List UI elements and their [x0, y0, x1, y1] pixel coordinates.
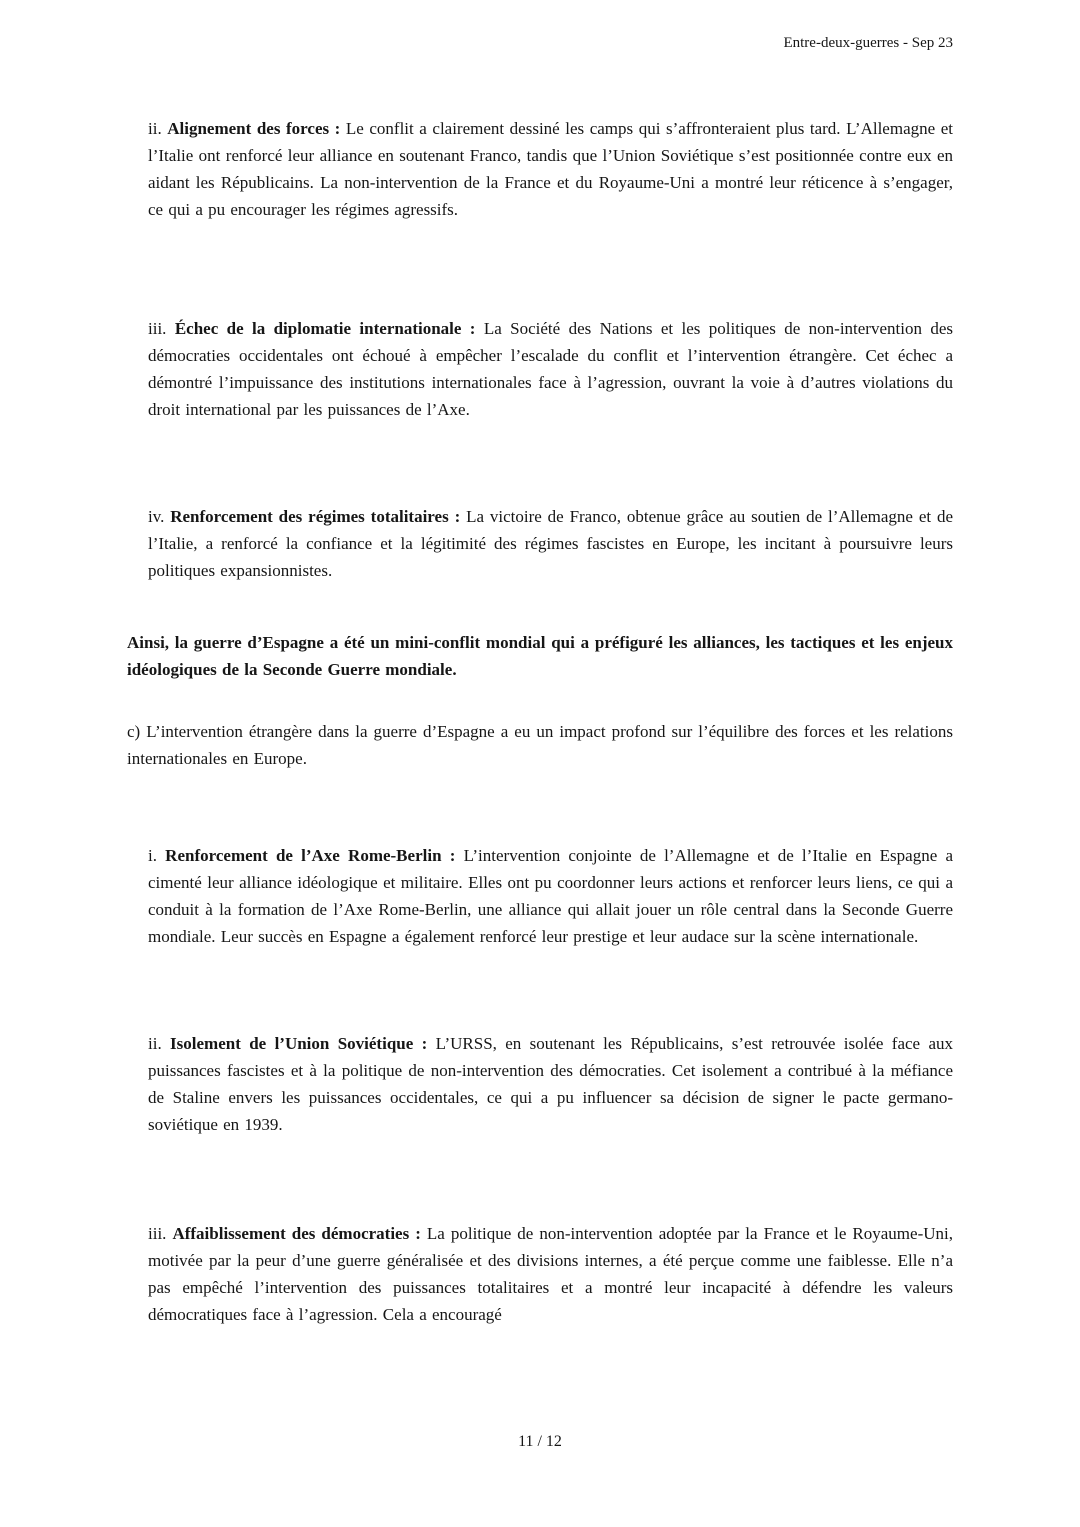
document-body — [127, 115, 953, 1328]
paragraph-text: iii. — [148, 319, 175, 338]
paragraph — [127, 115, 953, 223]
paragraph — [127, 1220, 953, 1328]
paragraph — [127, 503, 953, 584]
paragraph-text: Le conflit a clairement dessiné les camps qui s’affronteraient plus tard. L’Allemagne et l’Italie ont renforcé leur alliance en soutenant Franco, tandis que l’Union Soviétique s’est positionnée contre eux en aidant les Républicains. La non-intervention de la France et du Royaume-Uni a montré leur réticence à s’engager, ce qui a pu encourager les régimes agressifs. — [148, 119, 953, 219]
paragraph-text: i. — [148, 846, 166, 865]
paragraph-lead-bold: Renforcement de l’Axe Rome-Berlin : — [165, 846, 456, 865]
paragraph-text: iv. — [148, 507, 171, 526]
paragraph — [127, 842, 953, 950]
paragraph — [127, 718, 953, 772]
paragraph — [127, 1030, 953, 1138]
paragraph-lead-bold: Ainsi, la guerre d’Espagne a été un mini-conflit mondial qui a préfiguré les alliances, les tactiques et les enjeux idéologiques de la Seconde Guerre mondiale. — [127, 633, 953, 679]
paragraph-text: iii. — [148, 1224, 173, 1243]
paragraph-lead-bold: Renforcement des régimes totalitaires : — [170, 507, 461, 526]
running-header: Entre-deux-guerres - Sep 23 — [783, 35, 953, 51]
paragraph — [127, 629, 953, 683]
paragraph-lead-bold: Alignement des forces : — [167, 119, 341, 138]
paragraph-lead-bold: Isolement de l’Union Soviétique : — [170, 1034, 428, 1053]
page-number: 11 / 12 — [518, 1433, 562, 1450]
paragraph-lead-bold: Échec de la diplomatie internationale : — [174, 319, 476, 338]
paragraph — [127, 315, 953, 423]
paragraph-text: ii. — [148, 119, 168, 138]
paragraph-text: ii. — [148, 1034, 171, 1053]
paragraph-lead-bold: Affaiblissement des démocraties : — [172, 1224, 421, 1243]
paragraph-text: c) L’intervention étrangère dans la guerre d’Espagne a eu un impact profond sur l’équilibre des forces et les relations internationales en Europe. — [127, 722, 953, 768]
paragraph-text: L’intervention conjointe de l’Allemagne et de l’Italie en Espagne a cimenté leur alliance idéologique et militaire. Elles ont pu coordonner leurs actions et renforcer leurs liens, ce qui a conduit à la formation de l’Axe Rome-Berlin, une alliance qui allait jouer un rôle central dans la Seconde Guerre mondiale. Leur succès en Espagne a également renforcé leur prestige et leur audace sur la scène internationale. — [148, 846, 953, 946]
paragraph-text: La victoire de Franco, obtenue grâce au soutien de l’Allemagne et de l’Italie, a renforcé la confiance et la légitimité des régimes fascistes en Europe, les incitant à poursuivre leurs politiques expansionnistes. — [148, 507, 953, 580]
paragraph-text: La Société des Nations et les politiques de non-intervention des démocraties occidentales ont échoué à empêcher l’escalade du conflit et l’intervention étrangère. Cet échec a démontré l’impuissance des institutions internationales face à l’agression, ouvrant la voie à d’autres violations du droit international par les puissances de l’Axe. — [148, 319, 953, 419]
paragraph-text: L’URSS, en soutenant les Républicains, s’est retrouvée isolée face aux puissances fascistes et à la politique de non-intervention des démocraties. Cet isolement a contribué à la méfiance de Staline envers les puissances occidentales, ce qui a pu influencer sa décision de signer le pacte germano-soviétique en 1939. — [148, 1034, 953, 1134]
paragraph-text: La politique de non-intervention adoptée par la France et le Royaume-Uni, motivée par la peur d’une guerre généralisée et des divisions internes, a été perçue comme une faiblesse. Elle n’a pas empêché l’intervention des puissances totalitaires et a montré leur incapacité à défendre les valeurs démocratiques face à l’agression. Cela a encouragé — [148, 1224, 953, 1324]
